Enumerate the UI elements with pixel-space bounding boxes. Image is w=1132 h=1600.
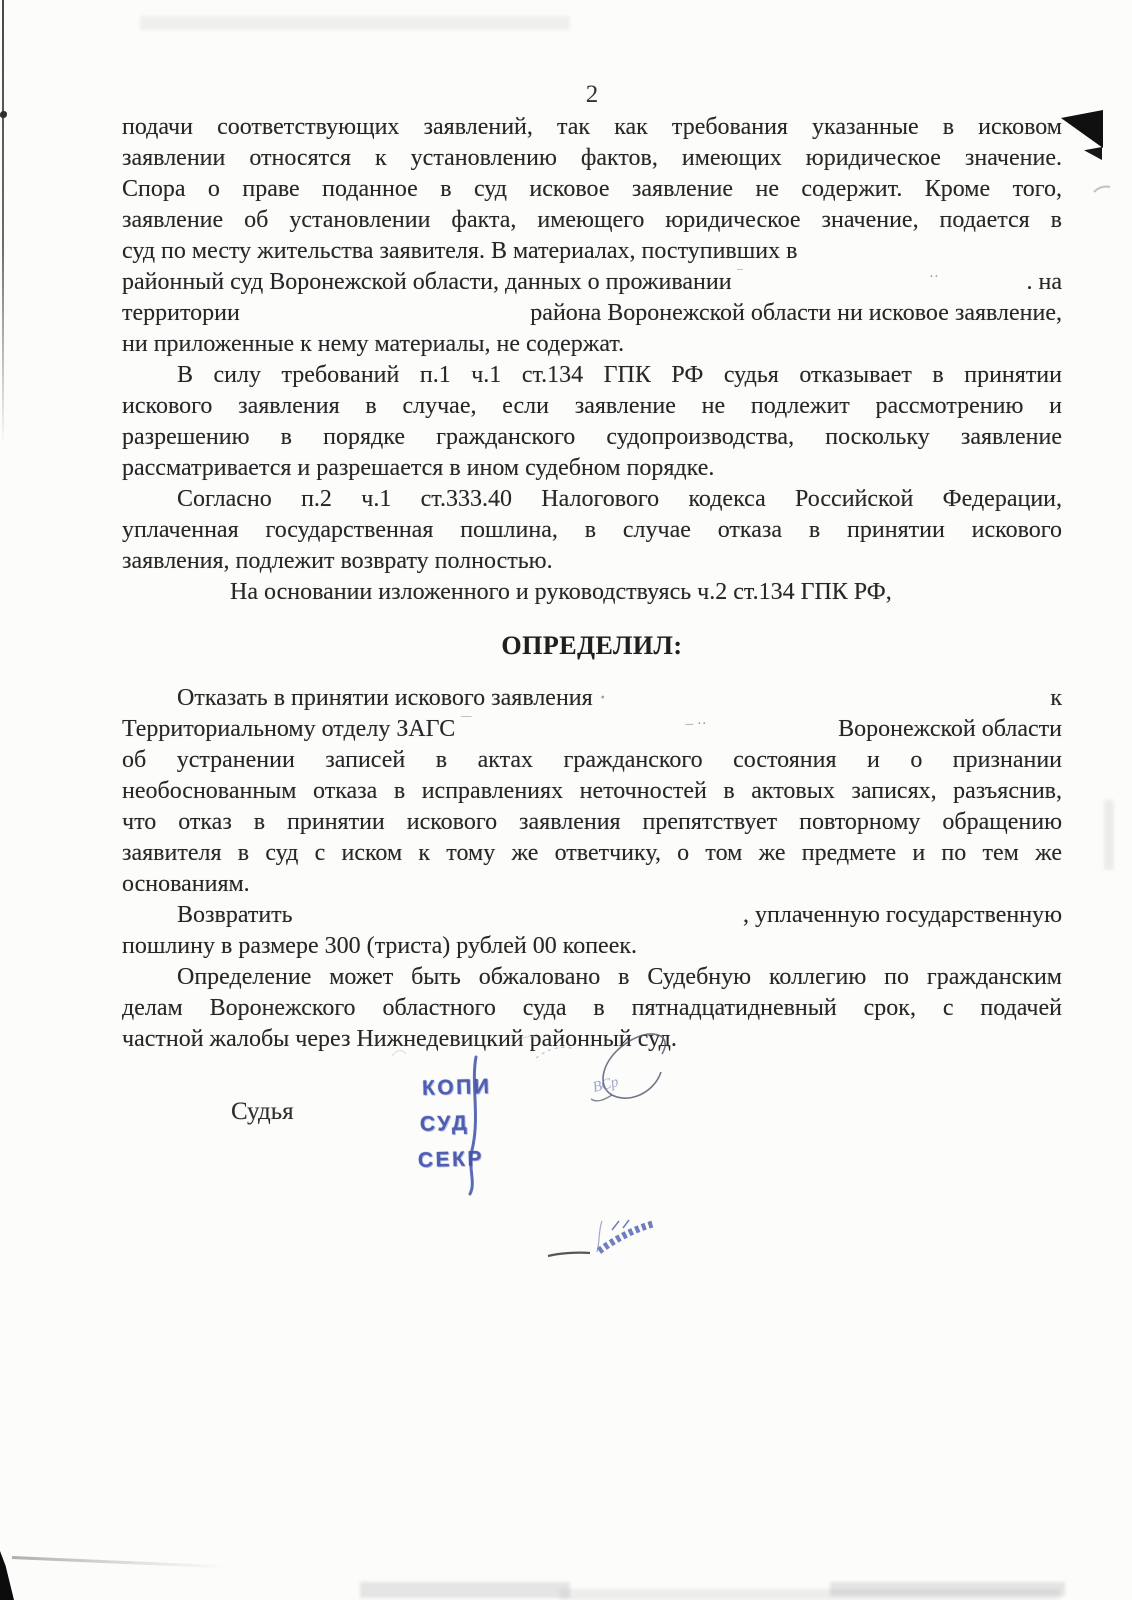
stamp-line: СЕКР	[417, 1147, 485, 1172]
line-segment: района Воронежской области ни исковое заявление,	[530, 300, 1062, 326]
line-segment: . на	[1026, 269, 1062, 295]
redaction-remnant: ‾‾	[461, 716, 472, 732]
document-line: На основании изложенного и руководствуясь ч.2 ст.134 ГПК РФ,	[230, 579, 892, 605]
scan-artifact-smudge	[140, 16, 570, 30]
redaction-remnant: – ··	[685, 716, 707, 732]
scan-artifact-edge-mark	[1094, 187, 1110, 192]
document-line: ни приложенные к нему материалы, не содержат.	[122, 331, 625, 357]
scan-artifact-corner-fold-small	[1084, 147, 1102, 160]
round-stamp-fragment-ticks	[612, 1220, 629, 1230]
line-segment: Возвратить	[177, 902, 293, 928]
document-line: частной жалобы через Нижнедевицкий районный суд.	[122, 1026, 677, 1052]
line-segment: районный суд Воронежской области, данных о проживании	[122, 269, 738, 295]
document-line: подачи соответствующих заявлений, так как требования указанные в исковом	[122, 114, 1062, 140]
scan-artifact-corner-fold	[1061, 110, 1103, 150]
order-heading: ОПРЕДЕЛИЛ:	[501, 631, 683, 660]
document-line: искового заявления в случае, если заявление не подлежит рассмотрению и	[122, 393, 1062, 419]
line-segment: территории	[122, 300, 240, 326]
document-line: суд по месту жительства заявителя. В материалах, поступивших в	[122, 238, 798, 264]
document-line: Согласно п.2 ч.1 ст.333.40 Налогового кодекса Российской Федерации,	[177, 486, 1062, 512]
document-line: об устранении записей в актах гражданского состояния и о признании	[122, 747, 1062, 773]
document-line: необоснованным отказа в исправлениях неточностей в актовых записях, разъяснив,	[122, 778, 1062, 804]
document-body	[122, 112, 1062, 1055]
document-line	[122, 900, 1062, 931]
document-line	[122, 298, 1062, 329]
redaction-remnant: ··	[928, 269, 939, 285]
scan-artifact-left-edge-line	[2, 0, 4, 445]
scan-artifact-speck	[0, 111, 7, 118]
stamp-line: КОПИ	[421, 1075, 492, 1100]
document-line: заявление об установлении факта, имеющего юридическое значение, подается в	[122, 207, 1062, 233]
document-line: что отказ в принятии искового заявления препятствует повторному обращению	[122, 809, 1062, 835]
scan-artifact-smudge	[1104, 800, 1114, 870]
document-line: разрешению в порядке гражданского судопроизводства, поскольку заявление	[122, 424, 1062, 450]
document-line	[122, 714, 1062, 745]
signature-letters: ВСр	[591, 1074, 621, 1096]
copy-certification-stamp	[416, 1069, 494, 1179]
document-line: пошлину в размере 300 (триста) рублей 00 копеек.	[122, 933, 638, 959]
page-number: 2	[585, 81, 599, 108]
line-segment: Воронежской области	[838, 716, 1062, 742]
document-line: В силу требований п.1 ч.1 ст.134 ГПК РФ судья отказывает в принятии	[177, 362, 1062, 388]
document-line: Спора о праве поданное в суд исковое заявление не содержит. Кроме того,	[122, 176, 1062, 202]
line-segment: к	[1050, 685, 1062, 711]
line-segment: Территориальному отделу ЗАГС	[122, 716, 462, 742]
judge-label: Судья	[231, 1098, 294, 1125]
redaction-remnant: ·	[598, 685, 607, 711]
round-stamp-fragment	[599, 1224, 653, 1251]
line-segment: , уплаченную государственную	[743, 902, 1062, 928]
document-line	[122, 683, 1062, 714]
line-segment: Отказать в принятии искового заявления	[177, 685, 599, 711]
scan-artifact-smudge	[360, 1582, 570, 1598]
document-line	[122, 267, 1062, 298]
redaction-remnant: ‾	[737, 269, 743, 285]
document-line: заявлении относятся к установлению фактов, имеющих юридическое значение.	[122, 145, 1062, 171]
underline-dash	[548, 1253, 590, 1256]
scan-artifact-hairline	[12, 1556, 227, 1568]
document-line: заявителя в суд с иском к тому же ответчику, о том же предмете и по тем же	[122, 840, 1062, 866]
document-line: заявления, подлежит возврату полностью.	[122, 548, 553, 574]
document-line: делам Воронежского областного суда в пятнадцатидневный срок, с подачей	[122, 995, 1062, 1021]
document-line: основаниям.	[122, 871, 250, 897]
round-stamp-fragment-line	[597, 1221, 602, 1252]
document-line: рассматривается и разрешается в ином судебном порядке.	[122, 455, 715, 481]
scan-artifact-smudge	[830, 1582, 1065, 1596]
document-line: уплаченная государственная пошлина, в случае отказа в принятии искового	[122, 517, 1062, 543]
judge-signature-tail	[591, 1095, 612, 1101]
stamp-line: СУД	[419, 1111, 470, 1136]
document-line: Определение может быть обжаловано в Судебную коллегию по гражданским	[177, 964, 1062, 990]
